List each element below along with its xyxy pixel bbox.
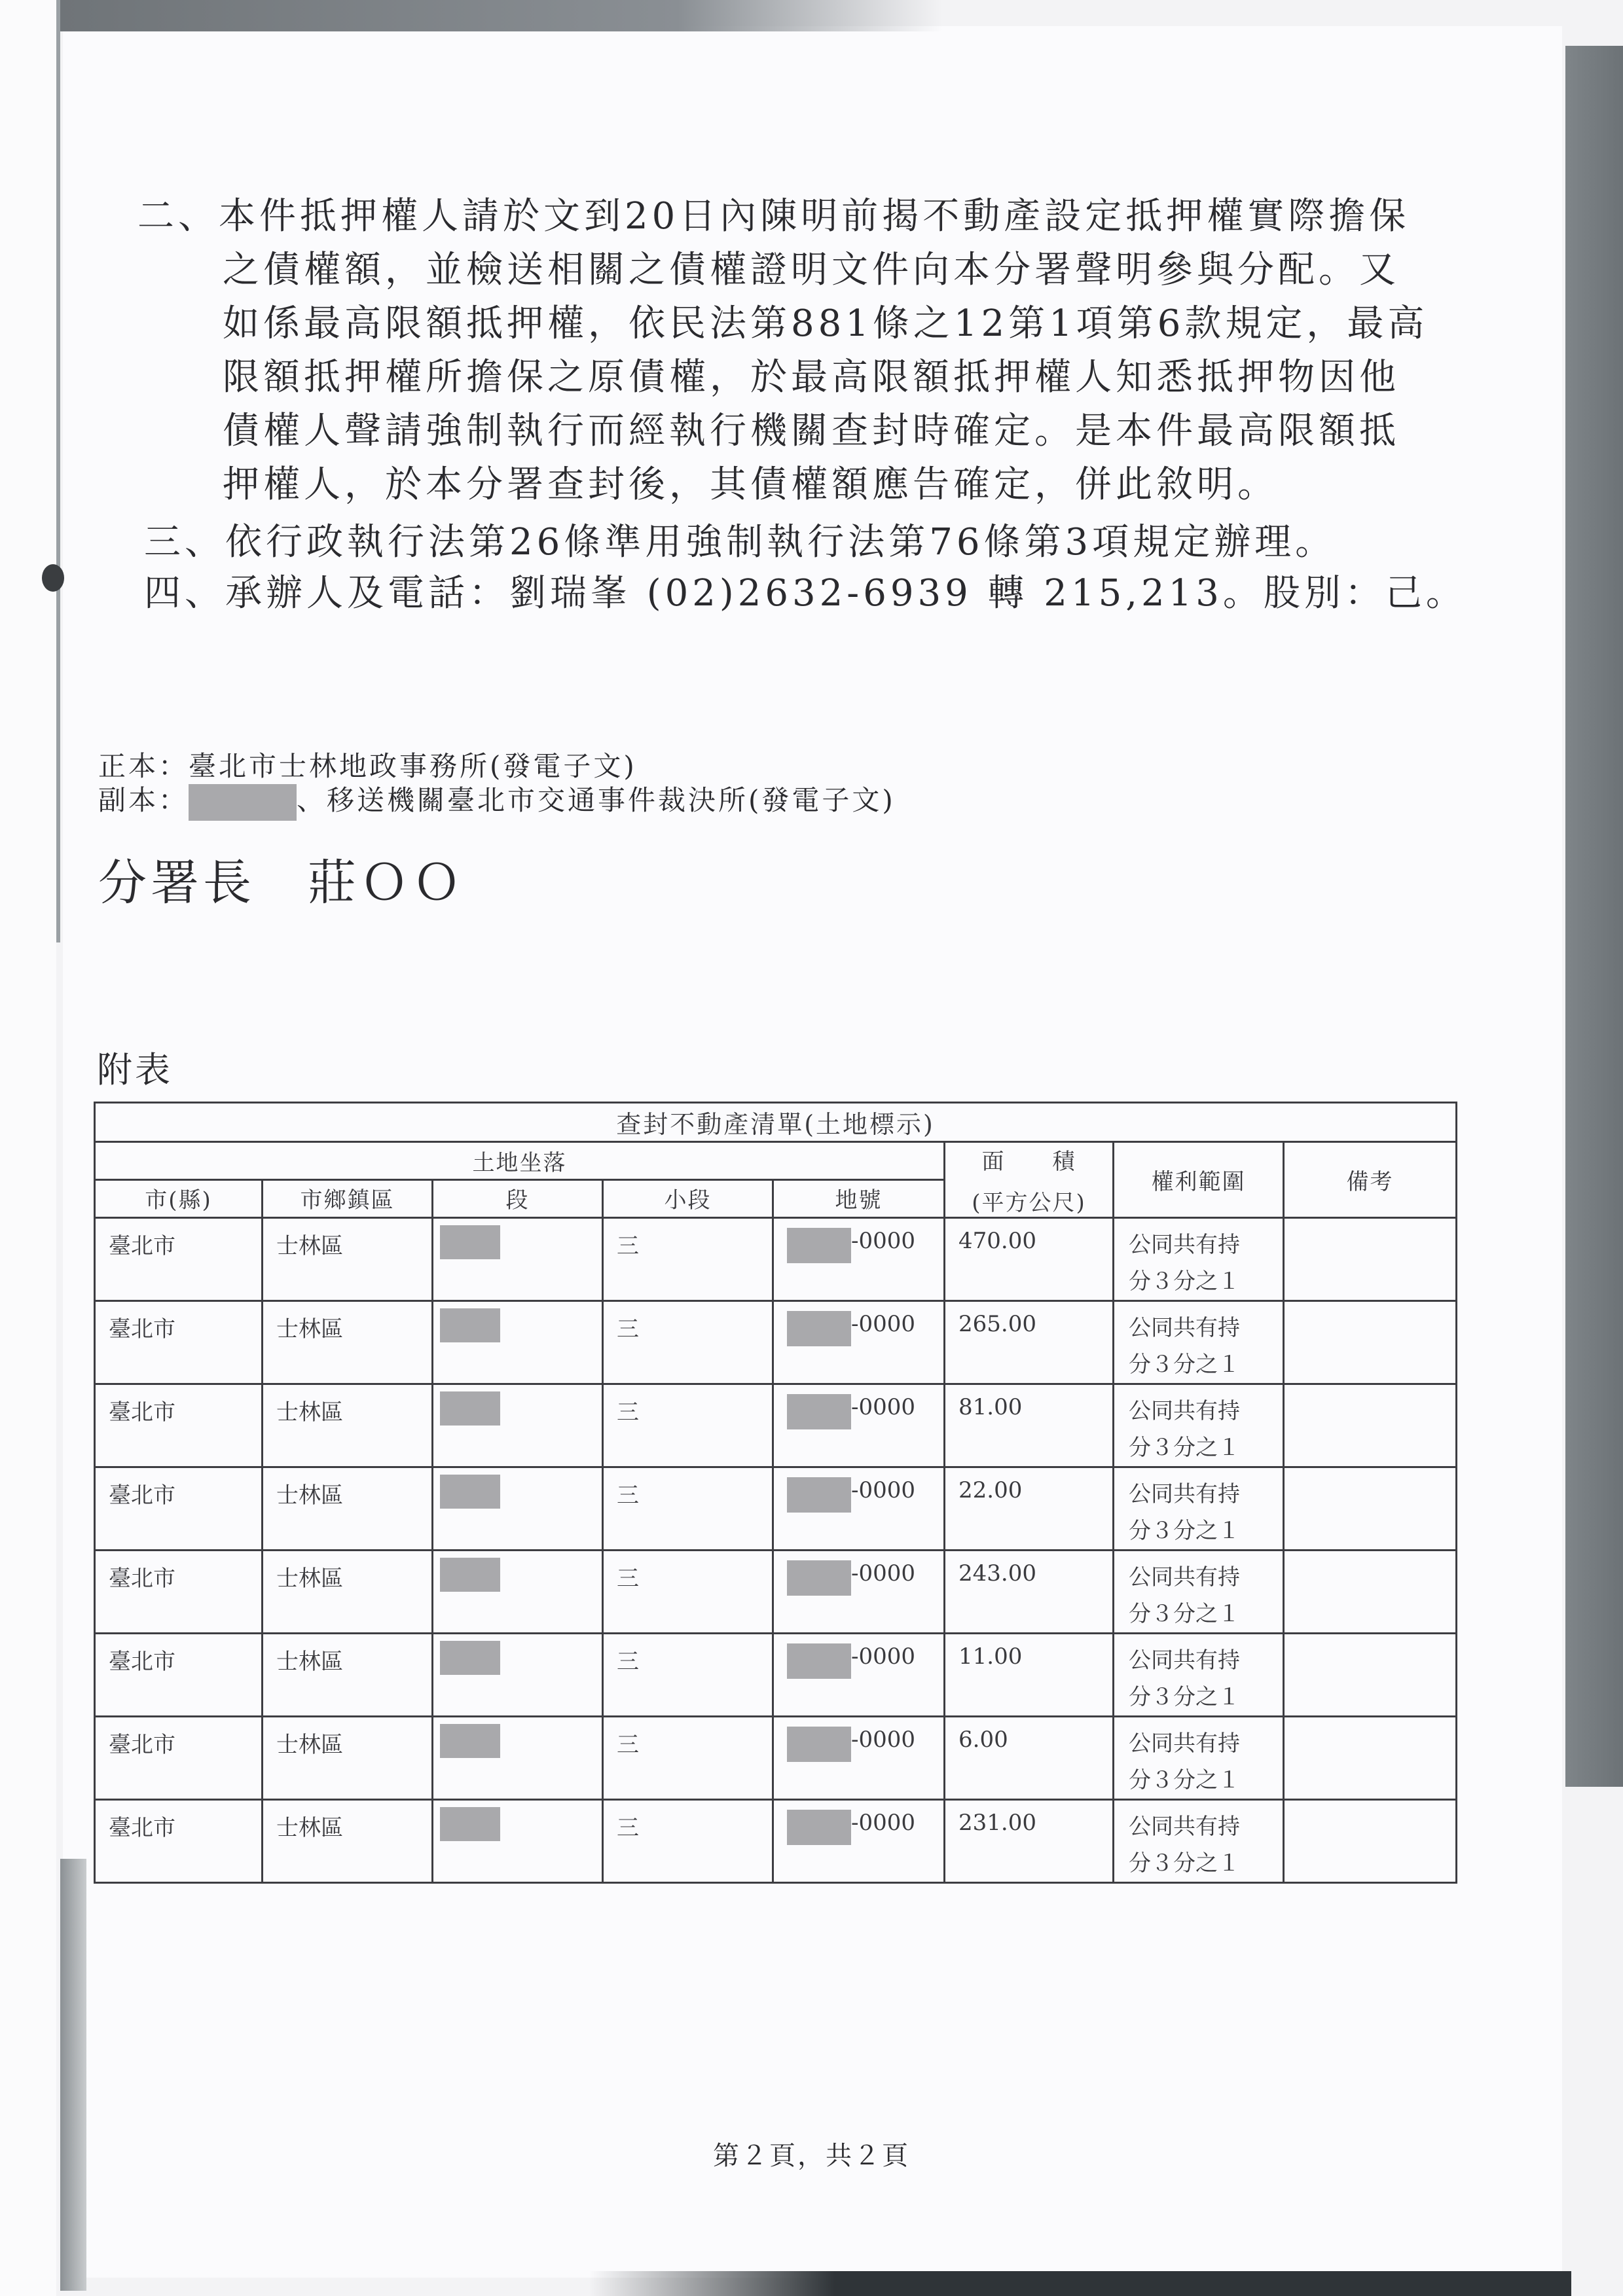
cell-section xyxy=(433,1218,603,1301)
copy-suffix: 、移送機關臺北市交通事件裁決所(發電子文) xyxy=(297,784,896,816)
cell-district: 士林區 xyxy=(263,1301,433,1384)
rights-line2: 分３分之１ xyxy=(1129,1767,1240,1793)
cell-note xyxy=(1284,1384,1457,1467)
cell-subsection: 三 xyxy=(603,1384,773,1467)
cell-section xyxy=(433,1551,603,1634)
header-note: 備考 xyxy=(1284,1142,1457,1218)
cell-rights xyxy=(1114,1301,1284,1384)
table-row xyxy=(95,1717,1457,1800)
cell-lot xyxy=(773,1634,945,1717)
original-recipient: 正本：臺北市士林地政事務所(發電子文) xyxy=(98,750,637,782)
redaction-block xyxy=(787,1810,851,1845)
cell-note xyxy=(1284,1218,1457,1301)
cell-subsection: 三 xyxy=(603,1717,773,1800)
cell-lot xyxy=(773,1218,945,1301)
cell-rights xyxy=(1114,1551,1284,1634)
rights-line1: 公同共有持 xyxy=(1129,1481,1240,1507)
table-row xyxy=(95,1800,1457,1883)
item4: 四、承辦人及電話：劉瑞峯 (02)2632-6939 轉 215,213。股別：己。 xyxy=(144,572,1467,615)
item2-line1: 二、本件抵押權人請於文到20日內陳明前揭不動產設定抵押權實際擔保 xyxy=(137,195,1410,238)
redaction-block xyxy=(787,1477,851,1513)
cell-district: 士林區 xyxy=(263,1800,433,1883)
rights-line1: 公同共有持 xyxy=(1129,1564,1240,1590)
header-subsection: 小段 xyxy=(603,1180,773,1218)
rights-line1: 公同共有持 xyxy=(1129,1814,1240,1840)
lot-suffix: -0000 xyxy=(851,1810,916,1836)
item2-line3: 如係最高限額抵押權，依民法第881條之12第1項第6款規定，最高 xyxy=(223,302,1429,345)
rights-line1: 公同共有持 xyxy=(1129,1398,1240,1424)
table-row xyxy=(95,1384,1457,1467)
header-land-location: 土地坐落 xyxy=(95,1142,945,1180)
cell-section xyxy=(433,1384,603,1467)
cell-rights xyxy=(1114,1800,1284,1883)
cell-rights xyxy=(1114,1384,1284,1467)
redaction-block xyxy=(440,1225,500,1259)
item2-line2: 之債權額，並檢送相關之債權證明文件向本分署聲明參與分配。又 xyxy=(223,249,1400,291)
cell-section xyxy=(433,1301,603,1384)
binder-hole-mark xyxy=(42,564,64,592)
header-area-label: 面 積 xyxy=(981,1148,1076,1175)
redaction-block xyxy=(787,1394,851,1429)
cell-note xyxy=(1284,1800,1457,1883)
item3: 三、依行政執行法第26條準用強制執行法第76條第3項規定辦理。 xyxy=(144,521,1336,564)
rights-line2: 分３分之１ xyxy=(1129,1518,1240,1544)
cell-subsection: 三 xyxy=(603,1467,773,1551)
item2-line5: 債權人聲請強制執行而經執行機關查封時確定。是本件最高限額抵 xyxy=(223,410,1400,452)
cell-area: 231.00 xyxy=(945,1800,1114,1883)
cell-city: 臺北市 xyxy=(95,1301,263,1384)
cell-subsection: 三 xyxy=(603,1634,773,1717)
item2-line4: 限額抵押權所擔保之原債權，於最高限額抵押權人知悉抵押物因他 xyxy=(223,356,1400,399)
redaction-block xyxy=(787,1311,851,1346)
annex-title: 附表 xyxy=(97,1049,173,1090)
cell-section xyxy=(433,1800,603,1883)
cell-district: 士林區 xyxy=(263,1467,433,1551)
lot-suffix: -0000 xyxy=(851,1477,916,1503)
rights-line1: 公同共有持 xyxy=(1129,1731,1240,1757)
header-district: 市鄉鎮區 xyxy=(263,1180,433,1218)
cell-area: 470.00 xyxy=(945,1218,1114,1301)
cell-note xyxy=(1284,1467,1457,1551)
redaction-block xyxy=(787,1228,851,1263)
cell-city: 臺北市 xyxy=(95,1551,263,1634)
cell-lot xyxy=(773,1551,945,1634)
header-area-unit: (平方公尺) xyxy=(972,1189,1086,1216)
seized-property-table xyxy=(94,1102,1457,1884)
lot-suffix: -0000 xyxy=(851,1311,916,1337)
redaction-block xyxy=(440,1475,500,1509)
cell-area: 11.00 xyxy=(945,1634,1114,1717)
lot-suffix: -0000 xyxy=(851,1228,916,1254)
redaction-block xyxy=(440,1391,500,1426)
cell-area: 243.00 xyxy=(945,1551,1114,1634)
cell-lot xyxy=(773,1384,945,1467)
cell-area: 265.00 xyxy=(945,1301,1114,1384)
cell-rights xyxy=(1114,1467,1284,1551)
cell-note xyxy=(1284,1551,1457,1634)
cell-note xyxy=(1284,1634,1457,1717)
redaction-block xyxy=(440,1308,500,1342)
redaction-block xyxy=(440,1724,500,1758)
cell-area: 22.00 xyxy=(945,1467,1114,1551)
cell-section xyxy=(433,1467,603,1551)
cell-subsection: 三 xyxy=(603,1218,773,1301)
scan-left-bottom-shadow xyxy=(60,1859,86,2291)
table-row xyxy=(95,1218,1457,1301)
signature-line: 分署長 莊ＯＯ xyxy=(98,855,465,911)
redaction-block xyxy=(787,1727,851,1762)
cell-city: 臺北市 xyxy=(95,1467,263,1551)
table-row xyxy=(95,1634,1457,1717)
header-area xyxy=(945,1142,1114,1218)
copy-recipient xyxy=(98,779,896,821)
cell-area: 6.00 xyxy=(945,1717,1114,1800)
redaction-block xyxy=(787,1560,851,1596)
redaction-block xyxy=(440,1641,500,1675)
cell-section xyxy=(433,1717,603,1800)
header-section: 段 xyxy=(433,1180,603,1218)
table-row xyxy=(95,1551,1457,1634)
lot-suffix: -0000 xyxy=(851,1394,916,1420)
cell-lot xyxy=(773,1301,945,1384)
cell-area: 81.00 xyxy=(945,1384,1114,1467)
cell-city: 臺北市 xyxy=(95,1800,263,1883)
rights-line2: 分３分之１ xyxy=(1129,1352,1240,1378)
cell-note xyxy=(1284,1301,1457,1384)
lot-suffix: -0000 xyxy=(851,1727,916,1753)
cell-lot xyxy=(773,1717,945,1800)
redaction-block xyxy=(787,1643,851,1679)
redaction-block xyxy=(440,1558,500,1592)
scan-left-margin xyxy=(0,0,56,2296)
redaction-block xyxy=(189,784,297,821)
item2-line6: 押權人，於本分署查封後，其債權額應告確定，併此敘明。 xyxy=(223,463,1278,506)
cell-district: 士林區 xyxy=(263,1218,433,1301)
cell-rights xyxy=(1114,1634,1284,1717)
lot-suffix: -0000 xyxy=(851,1643,916,1670)
table-row xyxy=(95,1301,1457,1384)
cell-subsection: 三 xyxy=(603,1301,773,1384)
cell-lot xyxy=(773,1800,945,1883)
cell-city: 臺北市 xyxy=(95,1218,263,1301)
scan-left-edge xyxy=(56,0,60,942)
cell-city: 臺北市 xyxy=(95,1717,263,1800)
rights-line2: 分３分之１ xyxy=(1129,1435,1240,1461)
cell-lot xyxy=(773,1467,945,1551)
header-lot: 地號 xyxy=(773,1180,945,1218)
cell-subsection: 三 xyxy=(603,1551,773,1634)
cell-city: 臺北市 xyxy=(95,1634,263,1717)
scan-top-shadow xyxy=(59,0,943,31)
table-row xyxy=(95,1467,1457,1551)
rights-line1: 公同共有持 xyxy=(1129,1315,1240,1341)
cell-rights xyxy=(1114,1218,1284,1301)
redaction-block xyxy=(440,1807,500,1841)
rights-line2: 分３分之１ xyxy=(1129,1850,1240,1876)
cell-district: 士林區 xyxy=(263,1634,433,1717)
scan-bottom-shadow xyxy=(589,2271,1571,2296)
cell-district: 士林區 xyxy=(263,1384,433,1467)
rights-line2: 分３分之１ xyxy=(1129,1268,1240,1295)
rights-line2: 分３分之１ xyxy=(1129,1684,1240,1710)
rights-line2: 分３分之１ xyxy=(1129,1601,1240,1627)
cell-rights xyxy=(1114,1717,1284,1800)
header-city: 市(縣) xyxy=(95,1180,263,1218)
page-footer: 第２頁，共２頁 xyxy=(713,2141,910,2171)
copy-prefix: 副本： xyxy=(98,784,189,816)
cell-district: 士林區 xyxy=(263,1551,433,1634)
table-title: 查封不動產清單(土地標示) xyxy=(95,1103,1457,1142)
header-rights: 權利範圍 xyxy=(1114,1142,1284,1218)
cell-section xyxy=(433,1634,603,1717)
cell-city: 臺北市 xyxy=(95,1384,263,1467)
cell-note xyxy=(1284,1717,1457,1800)
cell-district: 士林區 xyxy=(263,1717,433,1800)
scan-right-shadow xyxy=(1565,46,1623,1787)
lot-suffix: -0000 xyxy=(851,1560,916,1587)
rights-line1: 公同共有持 xyxy=(1129,1232,1240,1258)
rights-line1: 公同共有持 xyxy=(1129,1647,1240,1674)
cell-subsection: 三 xyxy=(603,1800,773,1883)
